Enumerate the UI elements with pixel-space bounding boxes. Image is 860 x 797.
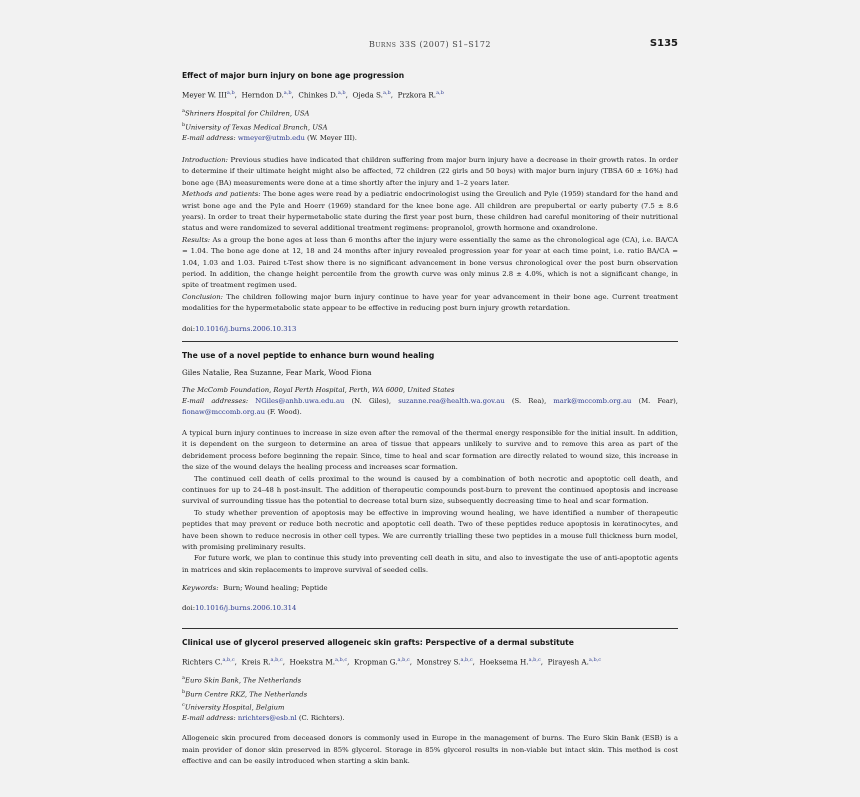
email-link[interactable]: fionaw@mccomb.org.au: [182, 408, 266, 416]
article-3-title: Clinical use of glycerol preserved allogeneic skin grafts: Perspective of a dermal substitute: [182, 638, 574, 647]
email-link[interactable]: mark@mccomb.org.au: [553, 397, 632, 405]
article-2-keywords: Keywords: Burn; Wound healing; Peptide: [182, 584, 328, 593]
article-3-authors: Richters C.$^{a,b,c}$, Kreis R.$^{a,b,c}$, Hoekstra M.$^{a,b,c}$, Kropman G.$^{a,b,c}$, Monstrey S.$^{a,b,c}$, Hoeksema H.$^{a,b,c}$, Pirayesh A.$^{a,b,c}$: [182, 657, 602, 667]
article-2-title: The use of a novel peptide to enhance burn wound healing: [182, 351, 435, 360]
article-2-emails: E-mail addresses: NGiles@anhb.uwa.edu.au (N. Giles), suzanne.rea@health.wa.gov.au (S. Rea), mark@mccomb.org.au (M. Fear), fionaw@mccomb.org.au (F. Wood).: [182, 397, 678, 416]
article-1: [182, 71, 678, 334]
running-header: [182, 38, 678, 52]
email-link[interactable]: NGiles@anhb.uwa.edu.au: [255, 397, 345, 405]
article-1-title: Effect of major burn injury on bone age progression: [182, 71, 405, 80]
article-1-email: E-mail address: wmeyer@utmb.edu (W. Meyer III).: [182, 133, 357, 142]
email-link[interactable]: suzanne.rea@health.wa.gov.au: [398, 397, 505, 405]
article-2-authors: Giles Natalie, Rea Suzanne, Fear Mark, Wood Fiona: [182, 368, 372, 377]
article-2-affiliations: The McComb Foundation, Royal Perth Hospital, Perth, WA 6000, United States E-mail addresses: NGiles@anhb.uwa.edu.au (N. Giles), suzanne.rea@health.wa.gov.au (S. Rea), mark@mccomb.org.au (M. Fear), fionaw@mccomb.org.au (F. Wood).: [182, 386, 678, 416]
article-2: [182, 351, 678, 613]
article-2-doi: doi:10.1016/j.burns.2006.10.314: [182, 604, 297, 613]
section-divider: [182, 341, 678, 342]
article-3-affiliations: $^a$Euro Skin Bank, The Netherlands $^b$Burn Centre RKZ, The Netherlands $^c$University Hospital, Belgium E-mail address: nrichters@esb.nl (C. Richters).: [182, 673, 678, 724]
email-link[interactable]: wmeyer@utmb.edu: [237, 133, 305, 142]
section-divider: [182, 628, 678, 629]
article-1-abstract: Introduction: Previous studies have indicated that children suffering from major burn injury have a decrease in their growth rates. In order to determine if their ultimate height might also be affected, 72 children (22 girls and 50 boys) with major burn injury (TBSA 60 ± 16%) had bone age (BA) measurements were done at a time shortly after the injury and 1–2 years later. Methods and patients: The bone ages were read by a pediatric endocrinologist using the Greulich and Pyle (1959) standard for the hand and wrist bone age and the Pyle and Hoerr (1969) standard for the knee bone age. All children are prepubertal or early puberty (7.5 ± 8.6 years). In order to treat their hypermetabolic state during the first year post burn, these children had careful monitoring of their nutritional status and were randomized to several additional treatment regimens: propranolol, growth hormone and oxandrolone. Results: As a group the bone ages at less than 6 months after the injury were essentially the same as the chronological age (CA), i.e. BA/CA = 1.04. The bone age done at 12, 18 and 24 months after injury revealed progression year for year at each time point, i.e. ratio BA/CA = 1.04, 1.03 and 1.03. Paired t-Test show there is no significant advancement in bone versus chronological over the post burn observation period. In addition, the change height percentile from the growth curve was only minus 2.8 ± 4.0%, which is not a significant change, in spite of treatment regimen used. Conclusion: The children following major burn injury continue to have year for year advancement in their bone age. Current treatment modalities for the hypermetabolic state appear to be effective in reducing post burn injury growth retardation.: [182, 155, 678, 313]
article-2-body: A typical burn injury continues to increase in size even after the removal of the thermal energy responsible for the initial insult. In addition, it is dependent on the surgeon to determine an area of tissue that appears unlikely to survive and to remove this area as part of the debridement process before beginning the repair. Since, time to heal and scar formation are directly related to wound size, this increase in the size of the wound delays the healing process and increases scar formation. The continued cell death of cells proximal to the wound is caused by a combination of both necrotic and apoptotic cell death, and continues for up to 24–48 h post-insult. The addition of therapeutic compounds post-burn to prevent the continued apoptosis and increase survival of surrounding tissue has the potential to decrease total burn size, subsequently decreasing time to heal and scar formation. To study whether prevention of apoptosis may be effective in improving wound healing, we have identified a number of therapeutic peptides that may prevent or reduce both necrotic and apoptotic cell death. Two of these peptides reduce apoptosis in keratinocytes, and have been shown to reduce necrosis in other cell types. We are currently trialling these two peptides in a mouse full thickness burn model, with promising preliminary results. For future work, we plan to continue this study into preventing cell death in situ, and also to investigate the use of anti-apoptotic agents in matrices and skin replacements to improve survival of seeded cells.: [182, 429, 678, 574]
article-3: [182, 638, 678, 767]
doi-link[interactable]: 10.1016/j.burns.2006.10.313: [195, 324, 297, 333]
article-3-body: Allogeneic skin procured from deceased donors is commonly used in Europe in the management of burns. The Euro Skin Bank (ESB) is a main provider of donor skin preserved in 85% glycerol. Storage in 85% glycerol results in non-viable but intact skin. This method is cost effective and can be easily introduced when starting a skin bank.: [182, 734, 678, 765]
doi-link[interactable]: 10.1016/j.burns.2006.10.314: [195, 604, 297, 613]
article-1-doi: doi:10.1016/j.burns.2006.10.313: [182, 324, 297, 333]
article-1-affiliations: $^a$Shriners Hospital for Children, USA $^b$University of Texas Medical Branch, USA E-mail address: wmeyer@utmb.edu (W. Meyer III).: [182, 106, 678, 144]
article-3-email: E-mail address: nrichters@esb.nl (C. Richters).: [182, 714, 345, 723]
email-link[interactable]: nrichters@esb.nl: [237, 714, 297, 723]
journal-citation: Burns 33S (2007) S1–S172: [368, 40, 492, 49]
page-number: S135: [649, 38, 678, 49]
article-1-authors: Meyer W. III$^{a,b}$, Herndon D.$^{a,b}$, Chinkes D.$^{a,b}$, Ojeda S.$^{a,b}$, Przkora R.$^{a,b}$: [182, 90, 444, 100]
